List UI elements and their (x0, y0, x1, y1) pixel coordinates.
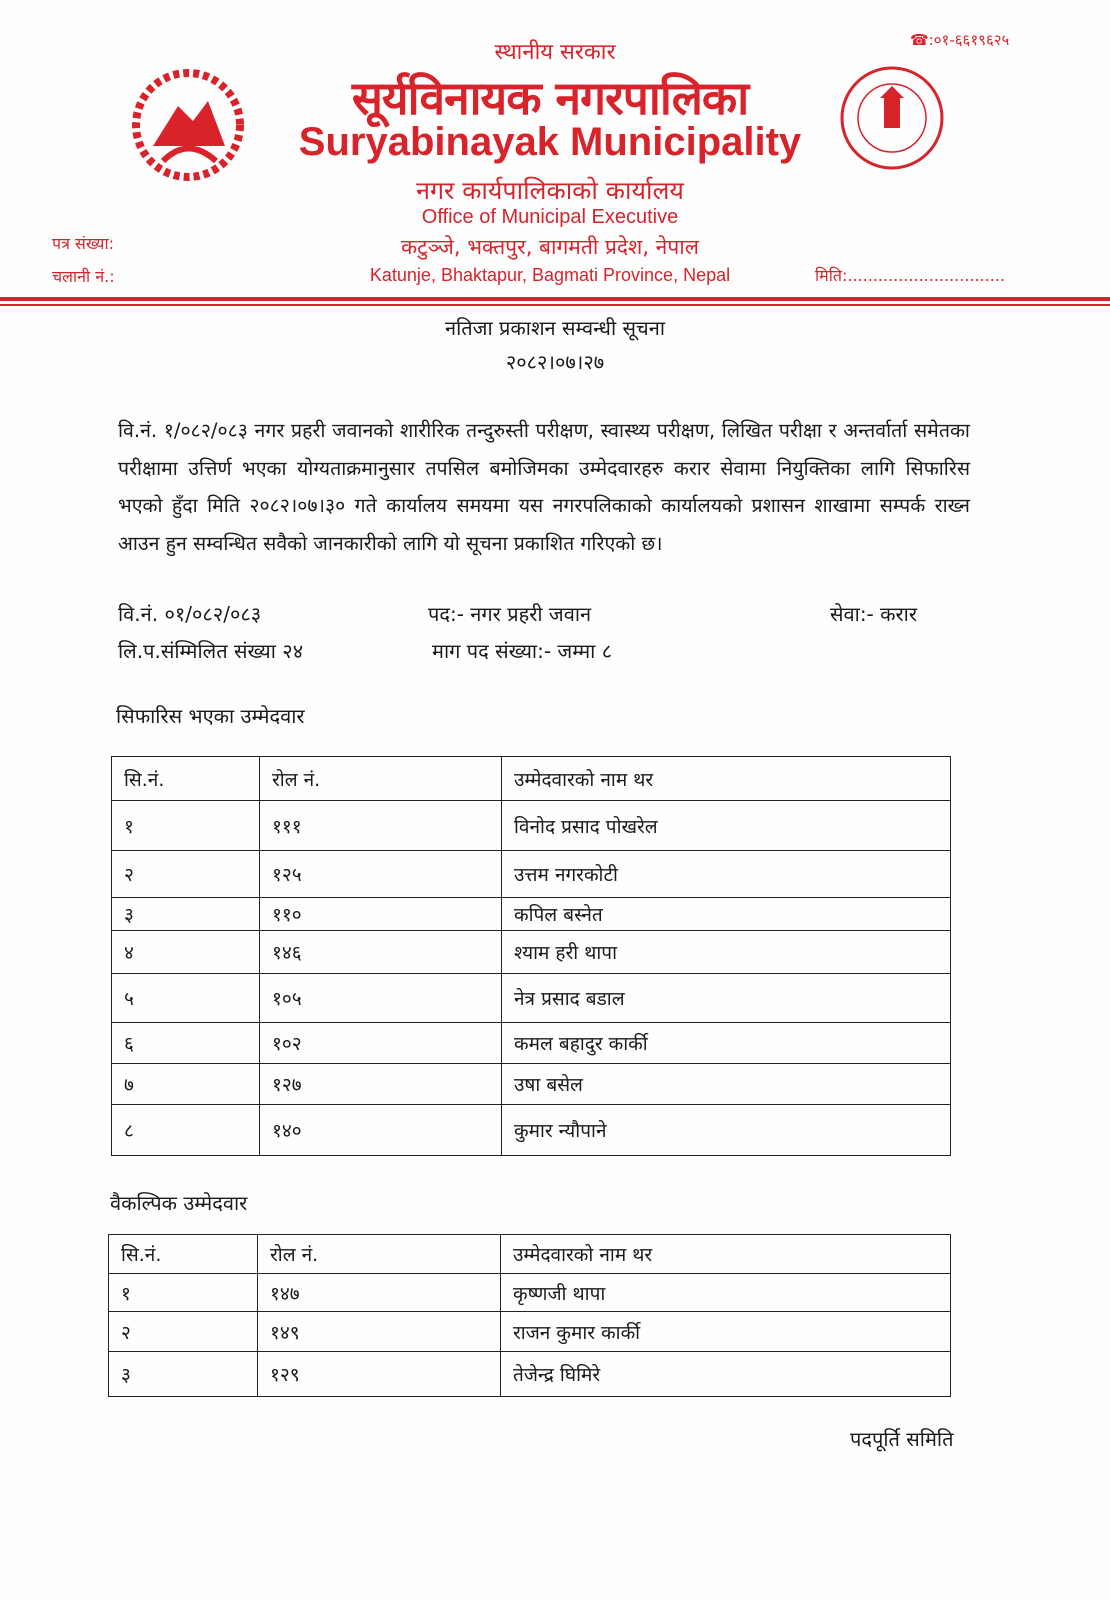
name-cell: कुमार न्यौपाने (502, 1105, 951, 1156)
roll-cell: १४६ (260, 931, 502, 974)
name-cell: कृष्णजी थापा (501, 1274, 951, 1312)
serial-cell: ३ (109, 1352, 258, 1397)
name-cell: कमल बहादुर कार्की (502, 1023, 951, 1064)
table-row (109, 1312, 951, 1352)
name-cell: तेजेन्द्र घिमिरे (501, 1352, 951, 1397)
advertisement-number: वि.नं. ०१/०८२/०८३ (118, 602, 262, 626)
post-name: पद:- नगर प्रहरी जवान (428, 602, 592, 626)
phone-number: ☎:०१-६६१९६२५ (910, 31, 1010, 49)
serial-cell: १ (112, 801, 260, 851)
municipality-name-en: Suryabinayak Municipality (298, 120, 802, 164)
name-cell: उत्तम नगरकोटी (502, 851, 951, 898)
header-divider-thin (0, 304, 1110, 306)
table-header-row (112, 757, 951, 801)
roll-cell: १४७ (258, 1274, 501, 1312)
serial-cell: ८ (112, 1105, 260, 1156)
column-header: उम्मेदवारको नाम थर (502, 757, 951, 801)
column-header: उम्मेदवारको नाम थर (501, 1235, 951, 1274)
dispatch-number-label: चलानी नं.: (52, 267, 115, 286)
recommended-heading: सिफारिस भएका उम्मेदवार (116, 704, 305, 728)
notice-title: नतिजा प्रकाशन सम्वन्धी सूचना (444, 316, 666, 340)
name-cell: विनोद प्रसाद पोखरेल (502, 801, 951, 851)
service-type: सेवा:- करार (830, 602, 918, 626)
signature-committee: पदपूर्ति समिति (850, 1427, 954, 1451)
roll-cell: ११० (260, 898, 502, 931)
serial-cell: ३ (112, 898, 260, 931)
address-np: कटुञ्जे, भक्तपुर, बागमती प्रदेश, नेपाल (401, 235, 699, 259)
table-row (112, 974, 951, 1023)
table-row (112, 1023, 951, 1064)
alternate-table (108, 1234, 951, 1397)
office-name-en: Office of Municipal Executive (421, 206, 679, 228)
notice-body: वि.नं. १/०८२/०८३ नगर प्रहरी जवानको शारीरिक तन्दुरुस्ती परीक्षण, स्वास्थ्य परीक्षण, लिखित परीक्षा र अन्तर्वार्ता समेतका परीक्षामा उत्तिर्ण भएका योग्यताक्रमानुसार तपसिल बमोजिमका उम्मेदवारहरु करार सेवामा नियुक्तिका लागि सिफारिस भएको हुँदा मिति २०८२।०७।३० गते कार्यालय समयमा यस नगरपलिकाको कार्यालयको प्रशासन शाखामा सम्पर्क राख्न आउन हुन सम्वन्धित सवैको जानकारीको लागि यो सूचना प्रकाशित गरिएको छ। (118, 419, 970, 555)
serial-cell: २ (112, 851, 260, 898)
table-row (109, 1274, 951, 1312)
roll-cell: १४९ (258, 1312, 501, 1352)
name-cell: कपिल बस्नेत (502, 898, 951, 931)
serial-cell: ७ (112, 1064, 260, 1105)
table-row (109, 1352, 951, 1397)
table-row (112, 1105, 951, 1156)
roll-cell: १४० (260, 1105, 502, 1156)
alternate-heading: वैकल्पिक उम्मेदवार (110, 1191, 248, 1215)
column-header: सि.नं. (112, 757, 260, 801)
column-header: रोल नं. (260, 757, 502, 801)
roll-cell: १११ (260, 801, 502, 851)
column-header: रोल नं. (258, 1235, 501, 1274)
roll-cell: १०५ (260, 974, 502, 1023)
office-name-np: नगर कार्यपालिकाको कार्यालय (416, 176, 684, 205)
column-header: सि.नं. (109, 1235, 258, 1274)
nepal-emblem-icon (128, 66, 248, 184)
table-row (112, 851, 951, 898)
table-row (112, 801, 951, 851)
serial-cell: ६ (112, 1023, 260, 1064)
serial-cell: ४ (112, 931, 260, 974)
serial-cell: १ (109, 1274, 258, 1312)
recommended-table (111, 756, 951, 1156)
demand-posts: माग पद संख्या:- जम्मा ८ (432, 639, 613, 663)
written-exam-count: लि.प.संम्मिलित संख्या २४ (118, 639, 304, 663)
table-row (112, 931, 951, 974)
name-cell: श्याम हरी थापा (502, 931, 951, 974)
address-en: Katunje, Bhaktapur, Bagmati Province, Nepal (369, 265, 731, 285)
name-cell: राजन कुमार कार्की (501, 1312, 951, 1352)
municipality-seal-icon (838, 64, 946, 172)
serial-cell: २ (109, 1312, 258, 1352)
roll-cell: १२७ (260, 1064, 502, 1105)
notice-date: २०८२।०७।२७ (505, 350, 605, 374)
local-government-label: स्थानीय सरकार (494, 40, 616, 65)
header-divider (0, 297, 1110, 301)
name-cell: नेत्र प्रसाद बडाल (502, 974, 951, 1023)
serial-cell: ५ (112, 974, 260, 1023)
letter-number-label: पत्र संख्या: (52, 234, 114, 253)
name-cell: उषा बसेल (502, 1064, 951, 1105)
municipality-name-np: सूर्यविनायक नगरपालिका (351, 71, 749, 125)
table-row (112, 898, 951, 931)
roll-cell: १२५ (260, 851, 502, 898)
roll-cell: १२९ (258, 1352, 501, 1397)
table-row (112, 1064, 951, 1105)
roll-cell: १०२ (260, 1023, 502, 1064)
date-field-label: मिति:............................... (815, 266, 1006, 285)
table-header-row (109, 1235, 951, 1274)
